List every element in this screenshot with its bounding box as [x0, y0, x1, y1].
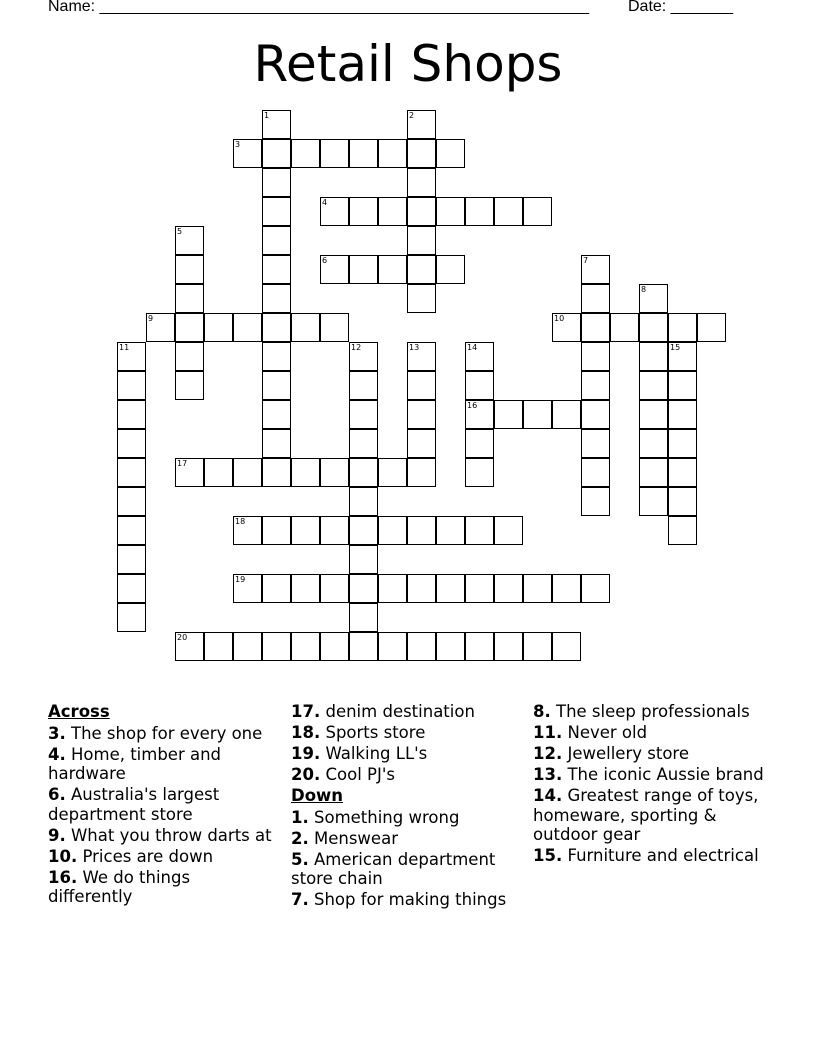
crossword-cell[interactable] — [581, 429, 610, 458]
clue-number-label: 13. — [533, 765, 563, 784]
crossword-cell[interactable] — [407, 632, 436, 661]
clue-text: Walking LL's — [320, 744, 428, 763]
clue-number: 2 — [409, 111, 415, 120]
crossword-cell[interactable] — [494, 197, 523, 226]
across-clue — [291, 744, 521, 764]
crossword-cell[interactable] — [465, 632, 494, 661]
clue-text: Jewellery store — [562, 744, 689, 763]
clue-number: 18 — [235, 517, 246, 526]
crossword-cell[interactable] — [262, 139, 291, 168]
crossword-cell[interactable] — [117, 371, 146, 400]
date-field-label[interactable]: Date: _______ — [628, 0, 733, 15]
crossword-cell[interactable] — [581, 284, 610, 313]
crossword-cell[interactable] — [117, 516, 146, 545]
down-clue — [291, 829, 521, 849]
clue-number: 14 — [467, 343, 478, 352]
crossword-cell[interactable] — [465, 400, 494, 429]
crossword-cell[interactable] — [291, 632, 320, 661]
clue-number-label: 2. — [291, 828, 309, 848]
crossword-cell[interactable] — [407, 110, 436, 139]
crossword-cell[interactable] — [465, 516, 494, 545]
crossword-cell[interactable] — [291, 313, 320, 342]
across-heading: Across — [48, 702, 110, 721]
down-clue — [533, 846, 768, 866]
crossword-cell[interactable] — [494, 516, 523, 545]
crossword-cell[interactable] — [668, 516, 697, 545]
crossword-cell[interactable] — [407, 284, 436, 313]
crossword-cell[interactable] — [407, 400, 436, 429]
down-clue — [533, 723, 768, 743]
clue-number: 11 — [119, 343, 130, 352]
across-clue — [48, 724, 278, 744]
crossword-cell[interactable] — [262, 342, 291, 371]
crossword-cell[interactable] — [697, 313, 726, 342]
crossword-cell[interactable] — [668, 371, 697, 400]
crossword-cell[interactable] — [465, 429, 494, 458]
clue-number-label: 7. — [291, 890, 309, 909]
crossword-cell[interactable] — [581, 342, 610, 371]
crossword-cell[interactable] — [349, 603, 378, 632]
crossword-cell[interactable] — [262, 458, 291, 487]
crossword-cell[interactable] — [378, 458, 407, 487]
crossword-cell[interactable] — [349, 139, 378, 168]
crossword-cell[interactable] — [262, 574, 291, 603]
crossword-cell[interactable] — [233, 458, 262, 487]
clue-number-label: 8. — [533, 702, 551, 721]
crossword-cell[interactable] — [552, 574, 581, 603]
clue-text: Cool PJ's — [320, 765, 395, 784]
clue-text: Home, timber and hardware — [48, 744, 222, 783]
crossword-cell[interactable] — [523, 400, 552, 429]
crossword-cell[interactable] — [378, 574, 407, 603]
crossword-cell[interactable] — [407, 168, 436, 197]
crossword-cell[interactable] — [262, 400, 291, 429]
crossword-cell[interactable] — [465, 574, 494, 603]
crossword-cell[interactable] — [581, 400, 610, 429]
clue-number: 3 — [235, 140, 241, 149]
clue-number: 20 — [177, 633, 188, 642]
crossword-cell[interactable] — [668, 487, 697, 516]
crossword-cell[interactable] — [262, 197, 291, 226]
clue-text: Furniture and electrical — [562, 846, 759, 865]
crossword-cell[interactable] — [291, 139, 320, 168]
crossword-cell[interactable] — [639, 342, 668, 371]
crossword-cell[interactable] — [320, 139, 349, 168]
clue-text: American department store chain — [291, 849, 496, 888]
crossword-cell[interactable] — [262, 110, 291, 139]
crossword-cell[interactable] — [349, 574, 378, 603]
crossword-cell[interactable] — [175, 632, 204, 661]
clue-number: 4 — [322, 198, 328, 207]
crossword-cell[interactable] — [581, 255, 610, 284]
crossword-cell[interactable] — [349, 342, 378, 371]
crossword-cell[interactable] — [349, 487, 378, 516]
clue-number-label: 10. — [48, 846, 78, 866]
down-clue — [291, 808, 521, 828]
clue-number: 5 — [177, 227, 183, 236]
clue-number-label: 3. — [48, 723, 66, 743]
crossword-cell[interactable] — [175, 255, 204, 284]
crossword-cell[interactable] — [262, 284, 291, 313]
crossword-cell[interactable] — [378, 516, 407, 545]
clue-number-label: 4. — [48, 744, 66, 764]
crossword-cell[interactable] — [668, 313, 697, 342]
crossword-cell[interactable] — [291, 574, 320, 603]
across-clues-column-1 — [48, 702, 278, 908]
crossword-cell[interactable] — [465, 342, 494, 371]
clue-number: 19 — [235, 575, 246, 584]
clue-text: The sleep professionals — [550, 702, 750, 721]
crossword-cell[interactable] — [349, 632, 378, 661]
crossword-cell[interactable] — [320, 516, 349, 545]
clue-number: 8 — [641, 285, 647, 294]
crossword-cell[interactable] — [262, 313, 291, 342]
clue-number-label: 11. — [533, 723, 563, 742]
crossword-cell[interactable] — [117, 574, 146, 603]
crossword-cell[interactable] — [349, 516, 378, 545]
across-clue — [48, 745, 278, 784]
crossword-cell[interactable] — [494, 400, 523, 429]
crossword-cell[interactable] — [378, 197, 407, 226]
page-title: Retail Shops — [253, 35, 563, 93]
crossword-cell[interactable] — [581, 458, 610, 487]
crossword-cell[interactable] — [117, 342, 146, 371]
crossword-cell[interactable] — [320, 574, 349, 603]
crossword-cell[interactable] — [523, 632, 552, 661]
clue-number-label: 1. — [291, 807, 309, 827]
across-clue — [48, 785, 278, 824]
crossword-cell[interactable] — [436, 574, 465, 603]
crossword-cell[interactable] — [175, 313, 204, 342]
crossword-cell[interactable] — [320, 458, 349, 487]
crossword-cell[interactable] — [436, 632, 465, 661]
crossword-cell[interactable] — [349, 545, 378, 574]
clue-text: We do things differently — [48, 867, 191, 906]
crossword-cell[interactable] — [407, 226, 436, 255]
crossword-cell[interactable] — [407, 139, 436, 168]
clue-number: 12 — [351, 343, 362, 352]
crossword-cell[interactable] — [407, 458, 436, 487]
crossword-cell[interactable] — [494, 632, 523, 661]
crossword-cell[interactable] — [407, 197, 436, 226]
clue-number: 13 — [409, 343, 420, 352]
crossword-cell[interactable] — [436, 516, 465, 545]
crossword-cell[interactable] — [639, 487, 668, 516]
crossword-cell[interactable] — [117, 487, 146, 516]
clue-number-label: 20. — [291, 765, 321, 784]
clue-number: 10 — [554, 314, 565, 323]
crossword-cell[interactable] — [639, 313, 668, 342]
crossword-cell[interactable] — [117, 545, 146, 574]
crossword-cell[interactable] — [204, 313, 233, 342]
crossword-cell[interactable] — [436, 255, 465, 284]
crossword-cell[interactable] — [175, 342, 204, 371]
crossword-cell[interactable] — [262, 255, 291, 284]
crossword-cell[interactable] — [668, 458, 697, 487]
name-field-label[interactable]: Name: _______________________________________________________ — [48, 0, 589, 15]
crossword-cell[interactable] — [320, 197, 349, 226]
clue-number: 16 — [467, 401, 478, 410]
clue-number-label: 5. — [291, 849, 309, 869]
clue-number: 9 — [148, 314, 154, 323]
clue-number: 1 — [264, 111, 270, 120]
crossword-cell[interactable] — [117, 603, 146, 632]
across-clue — [48, 847, 278, 867]
crossword-cell[interactable] — [407, 342, 436, 371]
down-clue — [533, 744, 768, 764]
clue-number-label: 16. — [48, 867, 78, 887]
crossword-cell[interactable] — [349, 400, 378, 429]
crossword-cell[interactable] — [639, 429, 668, 458]
clue-number-label: 9. — [48, 825, 66, 845]
crossword-cell[interactable] — [204, 458, 233, 487]
clues-column-2 — [291, 702, 521, 911]
crossword-cell[interactable] — [581, 371, 610, 400]
crossword-cell[interactable] — [407, 516, 436, 545]
crossword-cell[interactable] — [349, 197, 378, 226]
crossword-cell[interactable] — [320, 255, 349, 284]
down-clue — [533, 786, 768, 845]
across-clue — [291, 702, 521, 722]
across-clue — [48, 826, 278, 846]
crossword-cell[interactable] — [349, 255, 378, 284]
crossword-cell[interactable] — [436, 197, 465, 226]
crossword-cell[interactable] — [233, 139, 262, 168]
crossword-cell[interactable] — [581, 487, 610, 516]
crossword-cell[interactable] — [378, 632, 407, 661]
crossword-cell[interactable] — [378, 139, 407, 168]
clue-number-label: 14. — [533, 786, 563, 805]
crossword-cell[interactable] — [639, 371, 668, 400]
clue-number-label: 17. — [291, 702, 321, 721]
clue-number-label: 18. — [291, 723, 321, 742]
clue-number-label: 19. — [291, 744, 321, 763]
across-clue — [48, 868, 278, 907]
crossword-cell[interactable] — [668, 342, 697, 371]
crossword-cell[interactable] — [349, 429, 378, 458]
clue-text: The iconic Aussie brand — [562, 765, 764, 784]
clue-number: 7 — [583, 256, 589, 265]
clue-text: Prices are down — [77, 846, 214, 866]
crossword-cell[interactable] — [117, 429, 146, 458]
down-clue — [533, 765, 768, 785]
clue-text: Sports store — [320, 723, 426, 742]
clue-text: Menswear — [308, 828, 398, 848]
crossword-cell[interactable] — [378, 255, 407, 284]
crossword-cell[interactable] — [175, 284, 204, 313]
crossword-cell[interactable] — [262, 632, 291, 661]
crossword-cell[interactable] — [581, 313, 610, 342]
across-clue — [291, 765, 521, 785]
crossword-cell[interactable] — [175, 226, 204, 255]
crossword-cell[interactable] — [233, 574, 262, 603]
crossword-cell[interactable] — [610, 313, 639, 342]
crossword-cell[interactable] — [233, 313, 262, 342]
crossword-cell[interactable] — [436, 139, 465, 168]
crossword-cell[interactable] — [320, 313, 349, 342]
crossword-cell[interactable] — [175, 371, 204, 400]
crossword-cell[interactable] — [407, 429, 436, 458]
crossword-cell[interactable] — [175, 458, 204, 487]
clue-number-label: 6. — [48, 785, 66, 804]
crossword-cell[interactable] — [117, 458, 146, 487]
crossword-cell[interactable] — [523, 197, 552, 226]
crossword-cell[interactable] — [523, 574, 552, 603]
clue-number-label: 15. — [533, 846, 563, 865]
clue-text: Shop for making things — [308, 890, 507, 909]
crossword-cell[interactable] — [407, 574, 436, 603]
clue-text: What you throw darts at — [65, 825, 272, 845]
crossword-cell[interactable] — [639, 284, 668, 313]
crossword-cell[interactable] — [552, 400, 581, 429]
clue-text: Australia's largest department store — [48, 785, 220, 824]
across-clue — [291, 723, 521, 743]
down-heading: Down — [291, 786, 344, 805]
crossword-cell[interactable] — [291, 458, 320, 487]
down-clues-column-3 — [533, 702, 768, 867]
crossword-cell[interactable] — [407, 255, 436, 284]
crossword-cell[interactable] — [262, 371, 291, 400]
crossword-cell[interactable] — [552, 313, 581, 342]
crossword-cell[interactable] — [233, 516, 262, 545]
clue-number-label: 12. — [533, 744, 563, 763]
down-clue — [291, 890, 521, 910]
crossword-cell[interactable] — [320, 632, 349, 661]
crossword-cell[interactable] — [552, 632, 581, 661]
crossword-cell[interactable] — [349, 458, 378, 487]
clue-number: 17 — [177, 459, 188, 468]
clue-text: Never old — [562, 723, 648, 742]
clue-text: Greatest range of toys, homeware, sporting & outdoor gear — [533, 786, 759, 844]
crossword-cell[interactable] — [639, 458, 668, 487]
down-clue — [533, 702, 768, 722]
crossword-cell[interactable] — [204, 632, 233, 661]
crossword-cell[interactable] — [262, 168, 291, 197]
crossword-cell[interactable] — [494, 574, 523, 603]
crossword-cell[interactable] — [581, 574, 610, 603]
clue-number: 6 — [322, 256, 328, 265]
crossword-cell[interactable] — [465, 371, 494, 400]
crossword-cell[interactable] — [262, 429, 291, 458]
crossword-cell[interactable] — [349, 371, 378, 400]
clue-text: denim destination — [320, 702, 475, 721]
crossword-cell[interactable] — [262, 516, 291, 545]
crossword-cell[interactable] — [146, 313, 175, 342]
crossword-cell[interactable] — [117, 400, 146, 429]
crossword-cell[interactable] — [233, 632, 262, 661]
crossword-cell[interactable] — [407, 371, 436, 400]
down-clue — [291, 850, 521, 889]
crossword-cell[interactable] — [291, 516, 320, 545]
crossword-cell[interactable] — [465, 197, 494, 226]
crossword-cell[interactable] — [465, 458, 494, 487]
clue-text: Something wrong — [308, 807, 460, 827]
clue-number: 15 — [670, 343, 681, 352]
crossword-cell[interactable] — [262, 226, 291, 255]
crossword-cell[interactable] — [639, 400, 668, 429]
clue-text: The shop for every one — [65, 723, 263, 743]
crossword-cell[interactable] — [668, 400, 697, 429]
crossword-cell[interactable] — [668, 429, 697, 458]
